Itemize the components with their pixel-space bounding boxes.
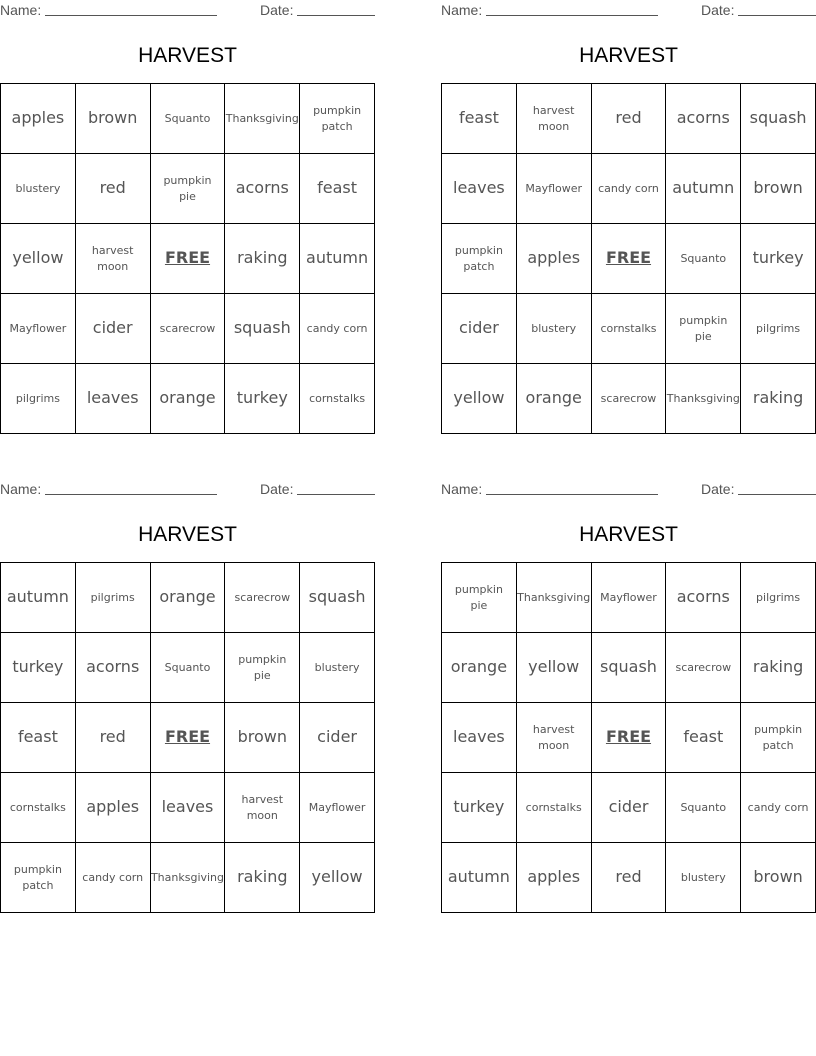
cell-word: pilgrims (756, 321, 801, 335)
name-label: Name: (441, 481, 483, 497)
cell-word: pumpkin pie (454, 583, 503, 612)
cell-word: Mayflower (600, 590, 657, 604)
card-header (441, 479, 816, 499)
bingo-cell[interactable] (76, 84, 151, 154)
bingo-cell[interactable] (517, 224, 592, 294)
bingo-cell[interactable] (300, 224, 375, 294)
cell-word: yellow (453, 388, 505, 408)
cell-word: squash (749, 108, 807, 128)
cell-word: pumpkin patch (313, 104, 362, 133)
cell-word: orange (525, 388, 582, 408)
bingo-cell[interactable] (442, 84, 517, 154)
cell-word: autumn (306, 248, 369, 268)
bingo-cell[interactable] (741, 563, 816, 633)
cell-word: raking (237, 867, 288, 887)
bingo-cell[interactable] (592, 563, 667, 633)
bingo-cell[interactable] (666, 364, 741, 434)
bingo-cell[interactable] (76, 224, 151, 294)
bingo-cell[interactable] (741, 633, 816, 703)
cell-word: harvest moon (91, 244, 134, 273)
cell-word: apples (527, 248, 581, 268)
cell-word: scarecrow (675, 660, 732, 674)
cell-word: red (615, 108, 642, 128)
cell-word: brown (87, 108, 138, 128)
bingo-cell[interactable] (1, 843, 76, 913)
bingo-cell[interactable] (225, 84, 300, 154)
bingo-cell[interactable] (666, 563, 741, 633)
bingo-cell[interactable] (666, 773, 741, 843)
cell-word: Thanksgiving (666, 391, 740, 405)
card-title: HARVEST (138, 523, 237, 546)
cell-word: pumpkin patch (754, 723, 803, 752)
bingo-cell[interactable] (442, 633, 517, 703)
bingo-cell[interactable] (151, 154, 226, 224)
cell-word: autumn (447, 867, 510, 887)
cell-word: raking (237, 248, 288, 268)
cell-word: cornstalks (309, 391, 366, 405)
name-blank[interactable] (45, 15, 217, 16)
cell-word: red (99, 178, 126, 198)
cell-word: yellow (311, 867, 363, 887)
bingo-cell[interactable] (1, 294, 76, 364)
cell-word: acorns (86, 657, 140, 677)
free-space[interactable] (151, 703, 226, 773)
bingo-cell[interactable] (741, 224, 816, 294)
date-blank[interactable] (738, 494, 816, 495)
name-blank[interactable] (486, 15, 658, 16)
bingo-cell[interactable] (1, 633, 76, 703)
free-space[interactable] (592, 703, 667, 773)
cell-word: leaves (161, 797, 214, 817)
bingo-cell[interactable] (151, 843, 226, 913)
cell-word: turkey (752, 248, 804, 268)
bingo-cell[interactable] (76, 773, 151, 843)
date-label: Date: (701, 2, 735, 18)
bingo-cell[interactable] (666, 633, 741, 703)
cell-word: pilgrims (90, 590, 135, 604)
card-title: HARVEST (579, 44, 678, 67)
cell-word: feast (683, 727, 724, 747)
cell-word: brown (753, 867, 803, 887)
bingo-cell[interactable] (300, 154, 375, 224)
bingo-cell[interactable] (225, 843, 300, 913)
cell-word: pumpkin pie (238, 653, 287, 682)
bingo-cell[interactable] (225, 703, 300, 773)
bingo-cell[interactable] (76, 294, 151, 364)
cell-word: FREE (605, 248, 652, 268)
bingo-cell[interactable] (592, 633, 667, 703)
card-title: HARVEST (138, 44, 237, 67)
date-label: Date: (701, 481, 735, 497)
date-label: Date: (260, 2, 294, 18)
cell-word: candy corn (598, 181, 659, 195)
cell-word: acorns (676, 108, 730, 128)
card-header (441, 0, 816, 20)
cell-word: Mayflower (9, 321, 67, 335)
bingo-cell[interactable] (151, 84, 226, 154)
bingo-cell[interactable] (300, 703, 375, 773)
cell-word: cornstalks (9, 800, 66, 814)
cell-word: pumpkin pie (679, 314, 728, 343)
bingo-cell[interactable] (592, 364, 667, 434)
bingo-cell[interactable] (1, 703, 76, 773)
bingo-cell[interactable] (76, 843, 151, 913)
cell-word: cider (608, 797, 649, 817)
bingo-cell[interactable] (76, 563, 151, 633)
bingo-cell[interactable] (76, 703, 151, 773)
cell-word: autumn (672, 178, 735, 198)
cell-word: feast (458, 108, 499, 128)
cell-word: cider (317, 727, 357, 747)
cell-word: harvest moon (532, 104, 575, 133)
cell-word: Mayflower (525, 181, 583, 195)
cell-word: acorns (676, 587, 730, 607)
cell-word: autumn (6, 587, 69, 607)
cell-word: candy corn (82, 870, 144, 884)
cell-word: turkey (453, 797, 505, 817)
bingo-cell[interactable] (442, 563, 517, 633)
cell-word: Thanksgiving (150, 870, 225, 884)
cell-word: candy corn (747, 800, 809, 814)
bingo-cell[interactable] (442, 364, 517, 434)
cell-word: squash (233, 318, 291, 338)
cell-word: brown (237, 727, 287, 747)
bingo-cell[interactable] (300, 294, 375, 364)
bingo-grid (441, 83, 816, 434)
free-space[interactable] (151, 224, 226, 294)
bingo-cell[interactable] (741, 294, 816, 364)
cell-word: turkey (236, 388, 288, 408)
cell-word: red (615, 867, 642, 887)
cell-word: cornstalks (525, 800, 582, 814)
cell-word: leaves (453, 727, 505, 747)
bingo-cell[interactable] (517, 773, 592, 843)
bingo-grid (0, 83, 375, 434)
name-blank[interactable] (45, 494, 217, 495)
bingo-cell[interactable] (1, 773, 76, 843)
bingo-cell[interactable] (741, 773, 816, 843)
cell-word: raking (752, 388, 804, 408)
cell-word: cider (92, 318, 133, 338)
cell-word: leaves (453, 178, 505, 198)
cell-word: feast (17, 727, 58, 747)
bingo-cell[interactable] (1, 84, 76, 154)
cell-word: red (99, 727, 126, 747)
cell-word: scarecrow (159, 321, 216, 335)
bingo-cell[interactable] (442, 224, 517, 294)
date-blank[interactable] (738, 15, 816, 16)
bingo-cell[interactable] (442, 294, 517, 364)
cell-word: pumpkin patch (454, 244, 503, 273)
bingo-cell[interactable] (300, 843, 375, 913)
bingo-cell[interactable] (300, 84, 375, 154)
bingo-cell[interactable] (741, 154, 816, 224)
bingo-cell[interactable] (517, 843, 592, 913)
date-blank[interactable] (297, 15, 375, 16)
bingo-cell[interactable] (517, 154, 592, 224)
bingo-cell[interactable] (300, 633, 375, 703)
cell-word: harvest moon (532, 723, 575, 752)
bingo-cell[interactable] (592, 773, 667, 843)
bingo-cell[interactable] (741, 703, 816, 773)
bingo-grid (0, 562, 375, 913)
bingo-cell[interactable] (741, 364, 816, 434)
bingo-cell[interactable] (666, 703, 741, 773)
bingo-cell[interactable] (76, 364, 151, 434)
bingo-cell[interactable] (592, 84, 667, 154)
cell-word: Thanksgiving (517, 590, 591, 604)
bingo-cell[interactable] (1, 364, 76, 434)
bingo-cell[interactable] (517, 84, 592, 154)
bingo-cell[interactable] (666, 224, 741, 294)
cell-word: FREE (164, 727, 211, 747)
bingo-cell[interactable] (592, 843, 667, 913)
bingo-cell[interactable] (517, 294, 592, 364)
card-header (0, 0, 375, 20)
bingo-cell[interactable] (1, 224, 76, 294)
cell-word: orange (450, 657, 508, 677)
bingo-cell[interactable] (666, 294, 741, 364)
bingo-cell[interactable] (225, 224, 300, 294)
cell-word: apples (11, 108, 65, 128)
cell-word: scarecrow (600, 391, 657, 405)
cell-word: acorns (235, 178, 289, 198)
bingo-cell[interactable] (666, 154, 741, 224)
cell-word: Squanto (164, 111, 211, 125)
cell-word: blustery (680, 870, 726, 884)
cell-word: yellow (12, 248, 64, 268)
cell-word: pumpkin patch (13, 863, 62, 892)
cell-word: Squanto (680, 800, 727, 814)
bingo-cell[interactable] (225, 773, 300, 843)
bingo-cell[interactable] (300, 563, 375, 633)
bingo-cell[interactable] (592, 154, 667, 224)
name-label: Name: (0, 481, 42, 497)
bingo-cell[interactable] (517, 633, 592, 703)
bingo-cell[interactable] (442, 843, 517, 913)
bingo-cell[interactable] (442, 703, 517, 773)
bingo-cell[interactable] (225, 563, 300, 633)
bingo-cell[interactable] (1, 154, 76, 224)
cell-word: leaves (86, 388, 139, 408)
cell-word: Squanto (164, 660, 211, 674)
cell-word: candy corn (306, 321, 368, 335)
cell-word: blustery (314, 660, 360, 674)
cell-word: scarecrow (234, 590, 291, 604)
cell-word: cornstalks (600, 321, 657, 335)
bingo-cell[interactable] (517, 364, 592, 434)
cell-word: pumpkin pie (163, 174, 212, 203)
bingo-cell[interactable] (300, 364, 375, 434)
bingo-cell[interactable] (666, 843, 741, 913)
name-blank[interactable] (486, 494, 658, 495)
cell-word: Squanto (680, 251, 727, 265)
bingo-cell[interactable] (225, 294, 300, 364)
cell-word: raking (752, 657, 804, 677)
bingo-cell[interactable] (517, 703, 592, 773)
cell-word: FREE (605, 727, 652, 747)
bingo-cell[interactable] (741, 84, 816, 154)
bingo-cell[interactable] (76, 633, 151, 703)
name-label: Name: (0, 2, 42, 18)
cell-word: Mayflower (308, 800, 366, 814)
date-blank[interactable] (297, 494, 375, 495)
bingo-cell[interactable] (151, 633, 226, 703)
cell-word: squash (308, 587, 366, 607)
cell-word: blustery (531, 321, 577, 335)
bingo-cell[interactable] (666, 84, 741, 154)
bingo-cell[interactable] (1, 563, 76, 633)
cell-word: feast (317, 178, 358, 198)
cell-word: squash (600, 657, 657, 677)
bingo-cell[interactable] (592, 294, 667, 364)
bingo-cell[interactable] (151, 563, 226, 633)
card-title: HARVEST (579, 523, 678, 546)
bingo-cell[interactable] (151, 294, 226, 364)
cell-word: FREE (164, 248, 211, 268)
cell-word: orange (159, 388, 216, 408)
cell-word: yellow (528, 657, 580, 677)
cell-word: pilgrims (15, 391, 60, 405)
bingo-cell[interactable] (442, 154, 517, 224)
bingo-cell[interactable] (741, 843, 816, 913)
cell-word: blustery (15, 181, 61, 195)
cell-word: Thanksgiving (225, 111, 299, 125)
cell-word: turkey (12, 657, 64, 677)
cell-word: brown (753, 178, 803, 198)
bingo-cell[interactable] (151, 364, 226, 434)
cell-word: apples (86, 797, 140, 817)
cell-word: harvest moon (241, 793, 284, 822)
bingo-grid (441, 562, 816, 913)
cell-word: cider (458, 318, 499, 338)
bingo-cell[interactable] (300, 773, 375, 843)
cell-word: orange (159, 587, 216, 607)
bingo-cell[interactable] (151, 773, 226, 843)
bingo-cell[interactable] (225, 364, 300, 434)
name-label: Name: (441, 2, 483, 18)
bingo-cell[interactable] (225, 633, 300, 703)
cell-word: pilgrims (756, 590, 801, 604)
bingo-cell[interactable] (76, 154, 151, 224)
free-space[interactable] (592, 224, 667, 294)
card-header (0, 479, 375, 499)
bingo-cell[interactable] (225, 154, 300, 224)
bingo-cell[interactable] (442, 773, 517, 843)
cell-word: apples (527, 867, 581, 887)
date-label: Date: (260, 481, 294, 497)
bingo-cell[interactable] (517, 563, 592, 633)
